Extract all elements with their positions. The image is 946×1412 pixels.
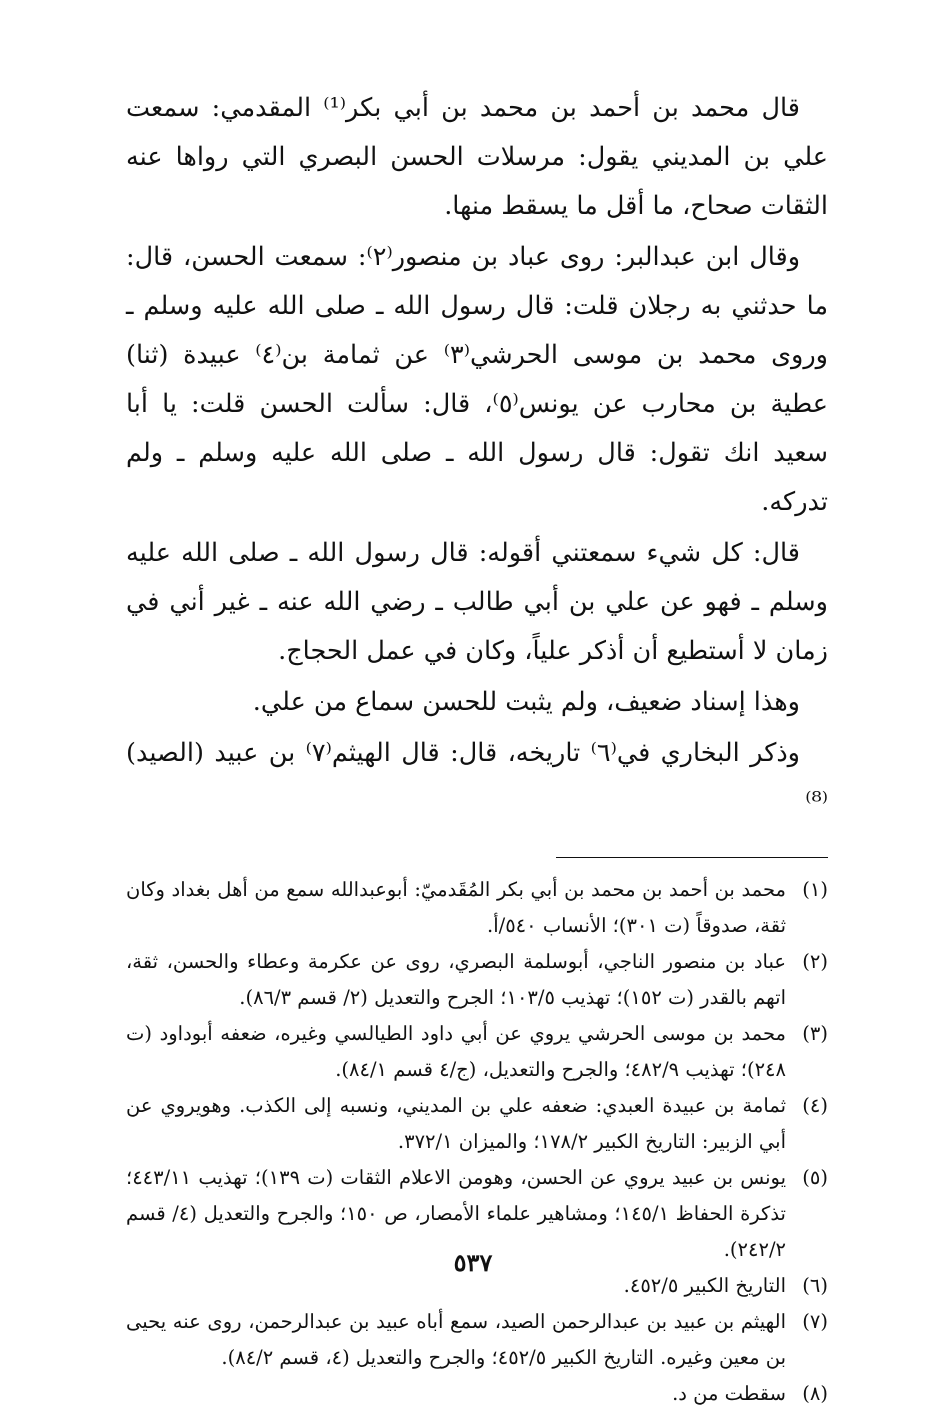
footnote [126,1016,828,1088]
footnote-divider [556,857,828,858]
paragraph: وذكر البخاري في⁽٦⁾ تاريخه، قال: قال الهيثم⁽٧⁾ بن عبيد (الصيد)⁽⁸⁾ [126,738,828,817]
footnote [126,1376,828,1412]
paragraph: قال محمد بن أحمد بن محمد بن أبي بكر⁽¹⁾ المقدمي: سمعت علي بن المديني يقول: مرسلات الحسن البصري التي رواها عنه الثقات صحاح، ما أقل ما يسقط منها. [126,93,828,221]
footnote [126,1088,828,1160]
footnote-number: (٧) [802,1310,828,1333]
footnote-text: محمد بن أحمد بن محمد بن أبي بكر المُقَدميّ: أبوعبدالله سمع من أهل بغداد وكان ثقة، صدوقاً (ت ٣٠١)؛ الأنساب ٥٤٠/أ. [126,878,786,937]
footnote-number: (٤) [802,1094,828,1117]
footnote [126,944,828,1016]
footnote-text: الهيثم بن عبيد بن عبدالرحمن الصيد، سمع أباه عبيد بن عبدالرحمن، روى عنه يحيى بن معين وغيره. التاريخ الكبير ٤٥٢/٥؛ والجرح والتعديل (٤، قسم ٨٤/٢). [126,1310,786,1369]
paragraph: وهذا إسناد ضعيف، ولم يثبت للحسن سماع من علي. [252,687,800,717]
main-text [126,84,828,827]
paragraph: وقال ابن عبدالبر: روى عباد بن منصور⁽٢⁾: سمعت الحسن، قال: ما حدثني به رجلان قلت: قال رسول الله ـ صلى الله عليه وسلم ـ وروى محمد بن موسى الحرشي⁽٣⁾ عن ثمامة بن⁽٤⁾ عبيدة (ثنا) عطية بن محارب عن يونس⁽٥⁾، قال: سألت الحسن قلت: يا أبا سعيد انك تقول: قال رسول الله ـ صلى الله عليه وسلم ـ ولم تدركه. [126,242,828,517]
footnote-text: يونس بن عبيد يروي عن الحسن، وهومن الاعلام الثقات (ت ١٣٩)؛ تهذيب ٤٤٣/١١؛ تذكرة الحفاظ ١٤٥/١؛ ومشاهير علماء الأمصار، ص ١٥٠؛ والجرح والتعديل (٤/ قسم ٢٤٢/٢). [126,1166,787,1261]
footnote-number: (١) [802,878,828,901]
footnote-text: محمد بن موسى الحرشي يروي عن أبي داود الطيالسي وغيره، ضعفه أبوداود (ت ٢٤٨)؛ تهذيب ٤٨٢/٩؛ والجرح والتعديل، (ج/٤ قسم ٨٤/١). [126,1022,786,1081]
footnote-text: عباد بن منصور الناجي، أبوسلمة البصري، روى عن عكرمة وعطاء والحسن، ثقة، اتهم بالقدر (ت ١٥٢)؛ تهذيب ١٠٣/٥؛ الجرح والتعديل (٢/ قسم ٨٦/٣). [126,950,786,1009]
footnote-number: (٦) [802,1274,828,1297]
footnote-number: (٢) [802,950,828,973]
footnote-number: (٣) [802,1022,828,1045]
footnote-number: (٥) [802,1166,828,1189]
footnote-number: (٨) [802,1382,828,1405]
page-number: ٥٣٧ [453,1248,493,1277]
footnotes [126,872,828,1412]
footnote [126,1304,828,1376]
footnote [126,872,828,944]
paragraph: قال: كل شيء سمعتني أقوله: قال رسول الله ـ صلى الله عليه وسلم ـ فهو عن علي بن أبي طالب ـ رضي الله عنه ـ غير أني في زمان لا أستطيع أن أذكر علياً، وكان في عمل الحجاج. [126,538,828,666]
footnote-text: ثمامة بن عبيدة العبدي: ضعفه علي بن المديني، ونسبه إلى الكذب. وهويروي عن أبي الزبير: التاريخ الكبير ١٧٨/٢؛ والميزان ٣٧٢/١. [126,1094,786,1153]
footnote-text: التاريخ الكبير ٤٥٢/٥. [623,1274,786,1297]
footnote-text: سقطت من د. [672,1382,786,1405]
